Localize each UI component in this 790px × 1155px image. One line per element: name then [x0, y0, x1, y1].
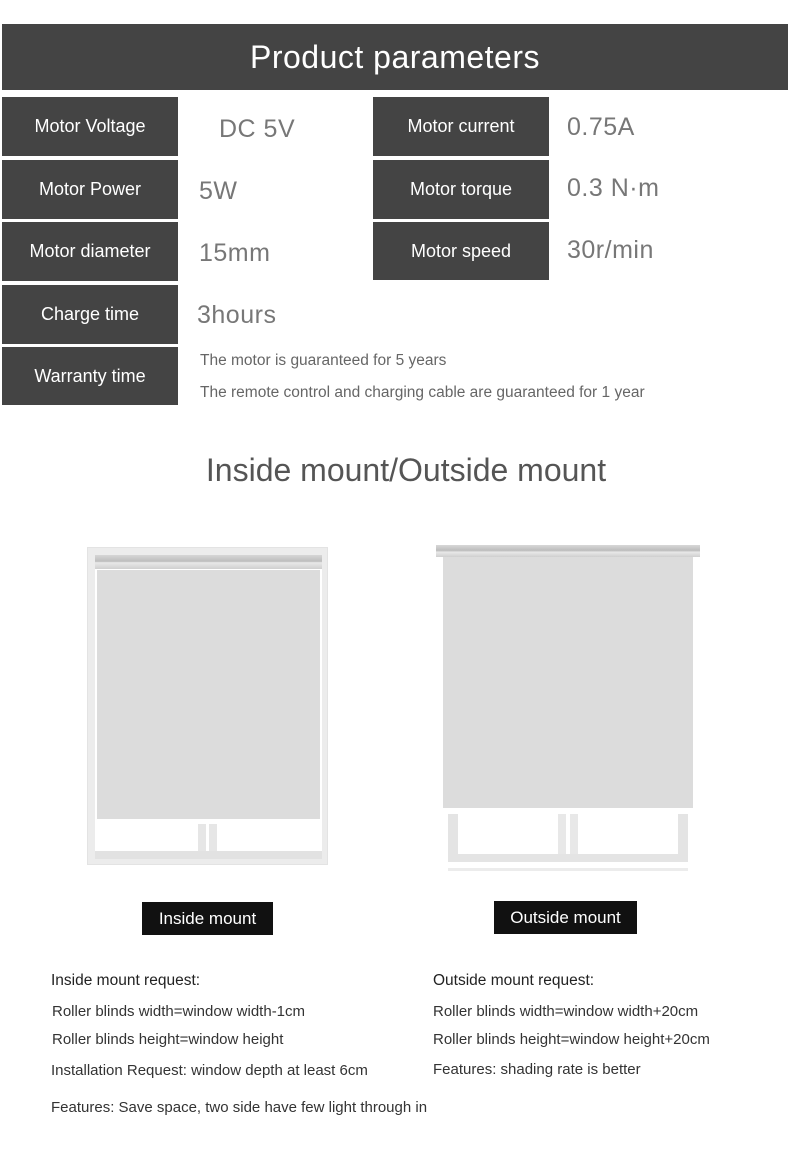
- motor-power-value: 5W: [199, 177, 238, 205]
- inside-request-depth: Installation Request: window depth at least 6cm: [51, 1062, 368, 1079]
- window-opening: [458, 814, 678, 854]
- inside-request-width: Roller blinds width=window width-1cm: [52, 1003, 306, 1020]
- motor-current-label: Motor current: [373, 97, 549, 156]
- outside-mount-tag: Outside mount: [494, 901, 637, 934]
- motor-voltage-value: DC 5V: [219, 115, 296, 143]
- charge-time-label: Charge time: [2, 285, 178, 344]
- inside-mount-tag: Inside mount: [142, 902, 273, 935]
- mount-section-title: Inside mount/Outside mount: [205, 452, 607, 488]
- window-mullion: [209, 824, 217, 852]
- window-mullion: [558, 814, 566, 854]
- inside-request-features: Features: Save space, two side have few light through in: [51, 1099, 428, 1116]
- motor-speed-value: 30r/min: [567, 236, 654, 264]
- outside-request-features: Features: shading rate is better: [433, 1061, 641, 1078]
- outside-window-frame: [448, 814, 688, 862]
- motor-current-value: 0.75A: [567, 113, 635, 141]
- motor-torque-value: 0.3 N·m: [567, 174, 660, 202]
- window-mullion: [570, 814, 578, 854]
- inside-request-height: Roller blinds height=window height: [52, 1031, 284, 1048]
- outside-roller-rail: [436, 545, 700, 557]
- warranty-motor-text: The motor is guaranteed for 5 years: [200, 352, 447, 369]
- warranty-remote-text: The remote control and charging cable are guaranteed for 1 year: [200, 384, 645, 401]
- window-sill: [95, 851, 322, 859]
- window-mullion: [198, 824, 206, 852]
- product-parameters-header: Product parameters: [2, 24, 788, 90]
- inside-mount-illustration: [87, 547, 328, 865]
- outside-roller-shade: [443, 557, 693, 808]
- outside-request-width: Roller blinds width=window width+20cm: [433, 1003, 699, 1020]
- outside-request-height: Roller blinds height=window height+20cm: [433, 1031, 710, 1048]
- warranty-time-label: Warranty time: [2, 347, 178, 405]
- roller-rail: [95, 555, 322, 569]
- roller-shade: [97, 570, 320, 819]
- motor-torque-label: Motor torque: [373, 160, 549, 219]
- motor-speed-label: Motor speed: [373, 222, 549, 280]
- motor-voltage-label: Motor Voltage: [2, 97, 178, 156]
- inside-request-title: Inside mount request:: [51, 972, 201, 989]
- outside-window-sill: [448, 868, 688, 871]
- motor-power-label: Motor Power: [2, 160, 178, 219]
- motor-diameter-label: Motor diameter: [2, 222, 178, 281]
- motor-diameter-value: 15mm: [199, 239, 271, 267]
- outside-request-title: Outside mount request:: [433, 972, 595, 989]
- charge-time-value: 3hours: [197, 301, 277, 329]
